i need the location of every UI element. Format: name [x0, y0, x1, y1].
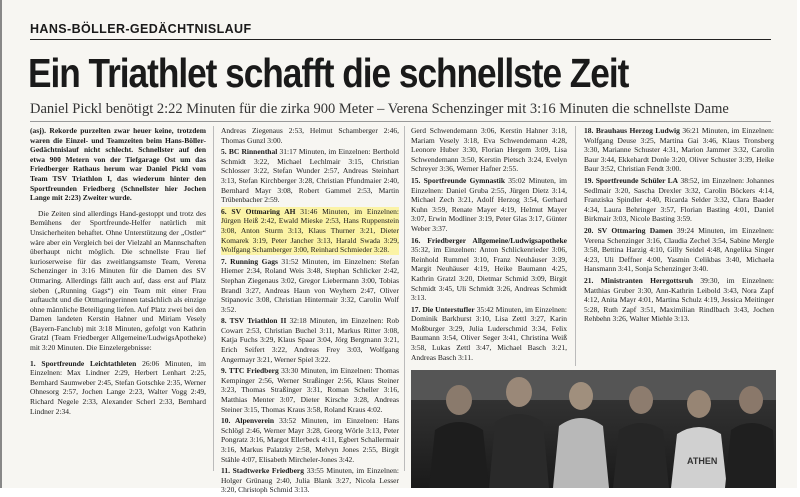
result-entry [221, 257, 399, 315]
result-text: 36:21 Minuten, im Einzelnen: Wolfgang Deuse 3:25, Martina Gai 3:46, Klaus Tronsberg 3:30, Marianne Schuster 4:31, Marion Jammer 3:32, Carolin Baur 3:44, Ekkehardt Donle 3:20, Oliver Schuster 3:39, Heike Baur 3:52, Christian Fendt 3:00. [584, 126, 774, 174]
result-continuation: Andreas Ziegenaus 2:53, Helmut Schamberger 2:46, Thomas Gunzl 3:00. [221, 126, 399, 145]
result-entry-highlighted [221, 207, 399, 255]
column-divider [575, 126, 576, 366]
result-title: 8. TSV Triathlon II [221, 316, 287, 326]
result-text: 35:02 Minuten, im Einzelnen: Daniel Gruba 2:55, Jürgen Dietz 3:14, Michael Zech 3:21, Adolf Herzog 3:54, Gerhard Kuhn 3:59, Renate Mayer 4:19, Helmut Mayer 3:07, Erwin Modliner 3:19, Peter Glas 3:17, Günter Weber 3:37. [411, 175, 568, 233]
result-entry [584, 126, 774, 174]
result-title: 11. Stadtwerke Friedberg [221, 466, 305, 476]
column-divider [213, 126, 214, 471]
result-text: 31:52 Minuten, im Einzelnen: Stefan Hiemer 2:34, Roland Weis 3:48, Stephan Schlicker 2:42, Stephan Ziegenaus 3:02, Gregor Liebermann 3:00, Tobias Brandl 3:27, Andreas Haun von Weyhern 2:47, Oliver Stipanovic 3:08, Christian Hintermair 3:32, Carolin Wolf 3:52. [221, 256, 400, 314]
result-text: 26:06 Minuten, im Einzelnen: Max Lindner 2:29, Herbert Lenhart 2:25, Bernhard Saumweber 2:45, Stefan Gotschke 2:35, Werner Ohnesorg 2:57, Jochen Lange 2:23, Walter Vogg 2:49, Richard Negele 2:33, Alexander Scherl 2:33, Bernhard Lindner 2:34. [30, 358, 207, 416]
result-title: 20. SV Ottmaring Damen [584, 225, 673, 235]
kicker-rule [30, 39, 771, 40]
result-entry [584, 176, 774, 224]
section-kicker: HANS-BÖLLER-GEDÄCHTNISLAUF [30, 22, 252, 36]
result-entry [221, 147, 399, 205]
result-title: 17. Die Unterstufler [411, 304, 475, 314]
result-title: 19. Sportfreunde Schüler LA [584, 175, 679, 185]
article-column-1 [30, 126, 206, 418]
result-text: 39:24 Minuten, im Einzelnen: Verena Schenzinger 3:16, Claudia Zechel 3:54, Sabine Mergle 3:58, Bettina Harzig 4:10, Gilly Seidel 4:48, Angelika Singer 4:23, Uli Deffner 4:00, Yasmin Celikbas 3:40, Michaela Hansmann 3:41, Sonja Schenzinger 3:40. [584, 225, 774, 274]
result-title: 6. SV Ottmaring AH [221, 206, 296, 216]
result-title: 10. Alpenverein [221, 416, 275, 426]
result-title: 9. TTC Friedberg [221, 366, 279, 376]
article-column-4 [584, 126, 774, 326]
result-text: 33:55 Minuten, im Einzelnen: Holger Grünaug 2:40, Julia Blank 3:27, Nicola Lesser 3:20, Christoph Schmid 3:13. [221, 466, 399, 495]
result-text: 35:32, im Einzelnen: Anton Schlickenrieder 3:06, Reinhold Rummel 3:10, Franz Neuhäuser 3:39, Margit Neuhäuser 4:19, Heike Baumann 4:25, Kathrin Gratzl 3:20, Dietmar Schmid 3:09, Birgit Schmidt 3:45, Uli Schmidt 3:26, Andreas Schmidt 3:13. [411, 245, 567, 303]
team-photo [411, 370, 776, 488]
result-title: 18. Brauhaus Herzog Ludwig [584, 126, 680, 135]
article-column-3 [411, 126, 567, 364]
subheadline: Daniel Pickl benötigt 2:22 Minuten für die zirka 900 Meter – Verena Schenzinger mit 3:16 Minuten die schnellste Dame [30, 101, 729, 117]
headline: Ein Triathlet schafft die schnellste Zeit [28, 50, 629, 96]
result-text: 35:42 Minuten, im Einzelnen: Dominik Barkhurst 3:10, Lisa Zettl 3:27, Karin Moßburger 3:29, Julia Luderschmid 3:34, Felix Baumann 3:54, Oliver Seger 3:41, Christina Weiß 3:58, Lukas Zettl 3:47, Michael Basch 3:21, Andreas Basch 3:11. [411, 304, 568, 362]
result-entry [411, 305, 567, 363]
result-text: 33:30 Minuten, im Einzelnen: Thomas Kempinger 2:56, Werner Straßinger 2:56, Klaus Steiner 3:23, Thomas Straßinger 3:31, Roman Scheller 3:16, Matthias Menter 3:07, Dieter Kirsche 3:28, Andreas Steiner 3:15, Thomas Kraus 3:58, Roland Kraus 4:02. [221, 366, 399, 414]
result-entry [584, 276, 774, 324]
result-entry [221, 316, 399, 364]
column-divider [404, 126, 405, 471]
result-entry [30, 359, 206, 417]
result-text: 33:52 Minuten, im Einzelnen: Hans Schlögl 2:46, Werner Mayr 3:28, Georg Wörle 3:13, Peter Pongratz 3:16, Margot Ellerbeck 4:11, Egbert Schallermair 3:16, Markus Palatzky 2:58, Melvyn Jones 2:55, Birgit Stähle 4:07, Elisabeth Mircheler-Jones 3:42. [221, 416, 399, 464]
result-text: 38:52, im Einzelnen: Johannes Sedlmair 3:20, Sascha Drexler 3:32, Carolin Böckers 4:14, Franziska Spindler 4:40, Ricarda Selder 3:32, Clara Baader 4:34, Laura Behringer 3:57, Florian Basting 4:01, Daniel Birkmair 3:03, Nicole Basting 3:59. [584, 175, 774, 224]
result-entry [411, 236, 567, 303]
subheadline-rule [30, 121, 771, 122]
result-title: 1. Sportfreunde Leichtathleten [30, 358, 137, 368]
result-entry [221, 416, 399, 464]
article-column-2 [221, 126, 399, 497]
result-text: 31:17 Minuten, im Einzelnen: Berthold Schmidt 3:22, Michael Lechlmair 3:15, Christian Schlosser 3:22, Stefan Wunder 2:57, Andreas Steinhart 3:13, Stefan Kirchberger 3:28, Christian Pfundmaier 2:40, Bernhard Mayr 3:08, Robert Gammel 2:53, Martin Trübenbacher 2:59. [221, 147, 400, 205]
result-continuation: Gerd Schwendemann 3:06, Kerstin Hahner 3:18, Mariam Vesely 3:18, Eva Schwendemann 4:28, Leonore Huber 3:30, Florian Hergem 3:09, Lisa Schwendemann 3:50, Kerstin Pietsch 3:24, Evelyn Schreyer 3:36, Werner Hafner 2:55. [411, 126, 567, 174]
result-title: 7. Running Gags [221, 256, 278, 266]
result-text: 31:46 Minuten, im Einzelnen: Jürgen Heiß 2:42, Ewald Mieske 2:53, Hans Ruppenstein 3:08, Anton Sturm 3:13, Klaus Thurner 3:21, Dieter Komarek 3:19, Peter Jancher 3:13, Harald Swada 3:29, Wolfgang Schamberger 3:00, Reinhard Schmieder 3:28. [221, 206, 399, 255]
result-title: 15. Sportfreunde Gymnastik [411, 175, 506, 185]
shirt-text: ATHEN [687, 456, 718, 466]
team-photo-image [411, 370, 776, 488]
result-title: 16. Friedberger Allgemeine/Ludwigsapotheke [411, 235, 567, 245]
result-title: 21. Ministranten Herrgottsruh [584, 275, 694, 285]
result-entry [584, 226, 774, 274]
body-paragraph: Die Zeiten sind allerdings Hand-gestoppt und trotz des Bemühens der Sportfreunde-Helfer natürlich mit Unsicherheiten behaftet. Ohne Unterstützung der „Ostler“ wäre aber ein Vergleich bei der Vielzahl an Mannschaften überhaupt nicht möglich. Die schnellste Frau lief kurioserweise für das zweitlangsamste Team, Verena Schenzinger in 3:16 Minuten für die Damen des SV Ottmaring. Allerdings fällt auch auf, dass erst auf Platz sieben („Running Gags“) ein Team mit einer Frau auftaucht und die Ottmaringerinnen tatsächlich als einzige ohne männliche Beteiligung liefen. Auf Platz zwei bei den Damen landeten Kerstin Hahner und Miriam Vesely (Bayern-Fanclub) mit 3:18 Minuten, gefolgt von Kathrin Gratzl (Team Friedberger Allgemeine/LudwigsApotheke) mit 3:20 Minuten. Die Einzelergebnisse: [30, 208, 206, 353]
result-entry [221, 366, 399, 414]
result-entry [221, 466, 399, 495]
result-text: 32:18 Minuten, im Einzelnen: Rob Cowart 2:53, Christian Buchel 3:11, Markus Ritter 3:08, Katja Fuchs 3:29, Klaus Spaar 3:04, Jörg Bergmann 3:21, Erich Seifert 3:22, Andreas Frey 3:03, Wolfgang Angermayr 3:21, Werner Spiel 3:22. [221, 316, 399, 364]
lead-paragraph: (asj). Rekorde purzelten zwar heuer keine, trotzdem waren die Einzel- und Teamzeiten beim Hans-Böller-Gedächtnislauf nicht schlecht. Schnellster auf den etwa 900 Metern von der Tiefgarage Ost um das Friedberger Rathaus herum war Daniel Pickl vom Team TSV Triathlon I, das wiederum hinter den Sportfreunden Friedberg (Schnellster hier Jochen Lange mit 2:23) Zweiter wurde. [30, 126, 206, 203]
result-text: 39:30, im Einzelnen: Matthias Gruber 3:30, Ann-Kathrin Leibold 3:43, Nora Zapf 4:12, Anita Mayr 4:01, Martina Schulz 4:19, Jessica Meitinger 5:28, Ruth Zapf 3:51, Maximilian Rindlbach 3:43, Jochen Rehbehn 3:26, Walter Miehle 3:13. [584, 275, 774, 324]
result-entry [411, 176, 567, 234]
result-title: 5. BC Rinnenthal [221, 147, 278, 157]
